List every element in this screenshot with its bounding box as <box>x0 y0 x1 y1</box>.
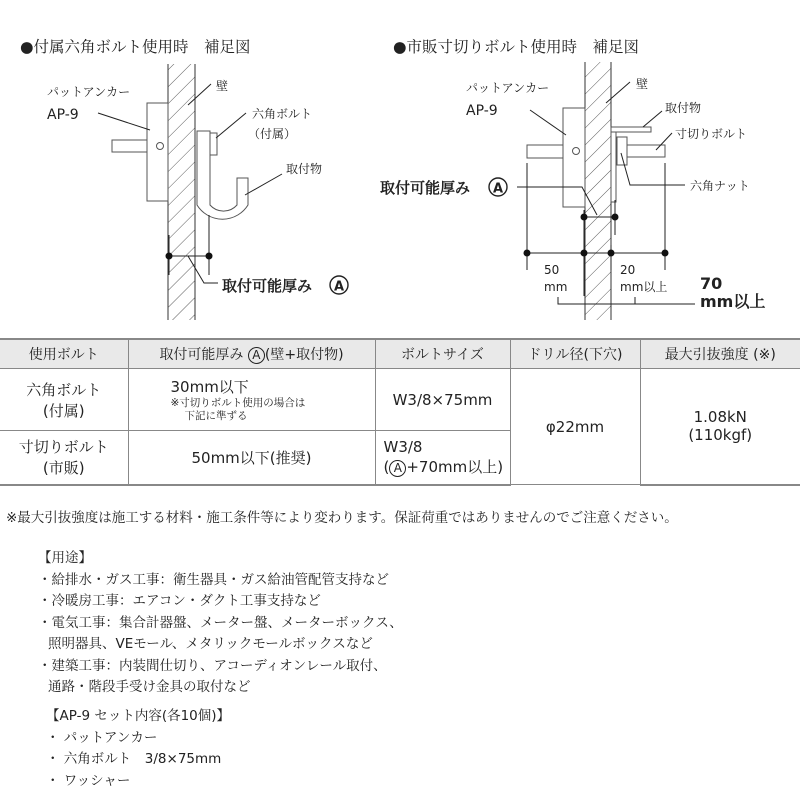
set-contents-section <box>46 706 230 792</box>
size-cell: W3/8×75mm <box>375 369 510 431</box>
bolt-label: 六角ボルト <box>252 107 313 121</box>
anchor-label: パットアンカー <box>466 81 550 95</box>
strength-kn: 1.08kN <box>693 408 747 427</box>
right-diagram-title: ●市販寸切りボルト使用時 補足図 <box>393 38 640 56</box>
hook-fixture-shape <box>197 131 248 219</box>
thickness-mark: A <box>492 181 504 197</box>
usage-line: ・建築工事：内装間仕切り、アコーディオンレール取付、 <box>38 657 387 674</box>
dim-right-value: 20 <box>620 263 636 277</box>
spec-table <box>0 338 800 486</box>
usage-section <box>38 548 403 699</box>
right-diagram <box>380 38 765 320</box>
dim-total-unit: mm以上 <box>700 292 766 311</box>
header-thickness-note: (壁+取付物) <box>264 347 344 363</box>
bolt-name: 六角ボルト <box>26 380 102 399</box>
anchor-model: AP-9 <box>47 107 79 123</box>
left-diagram <box>20 38 348 320</box>
thickness-label: 取付可能厚み <box>222 277 313 295</box>
dim-right-unit: mm以上 <box>620 280 668 294</box>
strength-cell <box>640 369 800 485</box>
usage-line: ・給排水・ガス工事：衛生器具・ガス給油管配管支持など <box>38 571 389 588</box>
left-diagram-title: ●付属六角ボルト使用時 補足図 <box>20 38 251 56</box>
bolt-cell <box>0 431 128 485</box>
installation-diagrams <box>0 0 800 330</box>
table-row <box>0 369 800 431</box>
set-item: ・ ワッシャー <box>46 772 131 789</box>
header-size: ボルトサイズ <box>375 339 510 369</box>
bolt-name: 寸切りボルト <box>18 438 109 457</box>
thickness-value: 30mm以下 <box>170 378 249 396</box>
thickness-mark: A <box>333 279 345 295</box>
size-cell <box>375 431 510 485</box>
header-thickness <box>128 339 375 369</box>
thickness-note: ※寸切りボルト使用の場合は <box>170 397 306 409</box>
thickness-cell <box>128 369 375 431</box>
header-thickness-label: 取付可能厚み <box>159 347 244 363</box>
header-strength: 最大引抜強度 (※) <box>640 339 800 369</box>
dim-left-unit: mm <box>544 280 568 294</box>
anchor-shape <box>112 103 168 201</box>
circle-a-mark: A <box>389 460 406 477</box>
header-bolt: 使用ボルト <box>0 339 128 369</box>
thickness-cell: 50mm以下(推奨) <box>128 431 375 485</box>
size-value: W3/8 <box>383 437 423 456</box>
dim-total-value: 70 <box>700 274 723 293</box>
usage-line: ・電気工事：集合計器盤、メーター盤、メーターボックス、 <box>38 614 403 631</box>
anchor-model: AP-9 <box>466 103 498 119</box>
usage-line: 照明器具、VEモール、メタリックモールボックスなど <box>48 636 373 652</box>
bolt-note: （付属） <box>248 127 297 141</box>
size-note: +70mm以上) <box>406 457 504 476</box>
wall-label: 壁 <box>216 79 229 93</box>
anchor-shape <box>527 108 585 207</box>
bolt-note: (付属) <box>42 401 85 420</box>
dim-left-value: 50 <box>544 263 560 277</box>
bolt-note: (市販) <box>42 459 85 478</box>
usage-heading: 【用途】 <box>38 550 92 566</box>
set-item: ・ パットアンカー <box>46 729 158 746</box>
nut-label: 六角ナット <box>690 179 750 193</box>
usage-line: 通路・階段手受け金具の取付など <box>48 679 251 695</box>
table-header-row <box>0 339 800 369</box>
bolt-label: 寸切りボルト <box>675 127 748 141</box>
set-item: ・ 六角ボルト 3/8×75mm <box>46 751 222 767</box>
set-heading: 【AP-9 セット内容(各10個)】 <box>46 708 231 724</box>
footnote: ※最大引抜強度は施工する材料・施工条件等により変わります。保証荷重ではありませんのでご注意ください。 <box>6 510 678 526</box>
strength-kgf: (110kgf) <box>688 426 753 445</box>
size-note-open: ( <box>383 457 390 476</box>
usage-line: ・冷暖房工事：エアコン・ダクト工事支持など <box>38 593 321 609</box>
bolt-cell <box>0 369 128 431</box>
wall-label: 壁 <box>636 77 649 91</box>
anchor-label: パットアンカー <box>47 85 131 99</box>
thickness-note: 下記に準ずる <box>184 410 248 422</box>
thickness-label: 取付可能厚み <box>380 179 471 197</box>
wall <box>585 62 611 320</box>
angle-fixture-shape <box>611 127 665 202</box>
drill-cell: φ22mm <box>510 369 640 485</box>
header-drill: ドリル径(下穴) <box>510 339 640 369</box>
fixture-label: 取付物 <box>286 162 323 176</box>
fixture-label: 取付物 <box>665 101 702 115</box>
circle-a-mark: A <box>248 347 265 364</box>
